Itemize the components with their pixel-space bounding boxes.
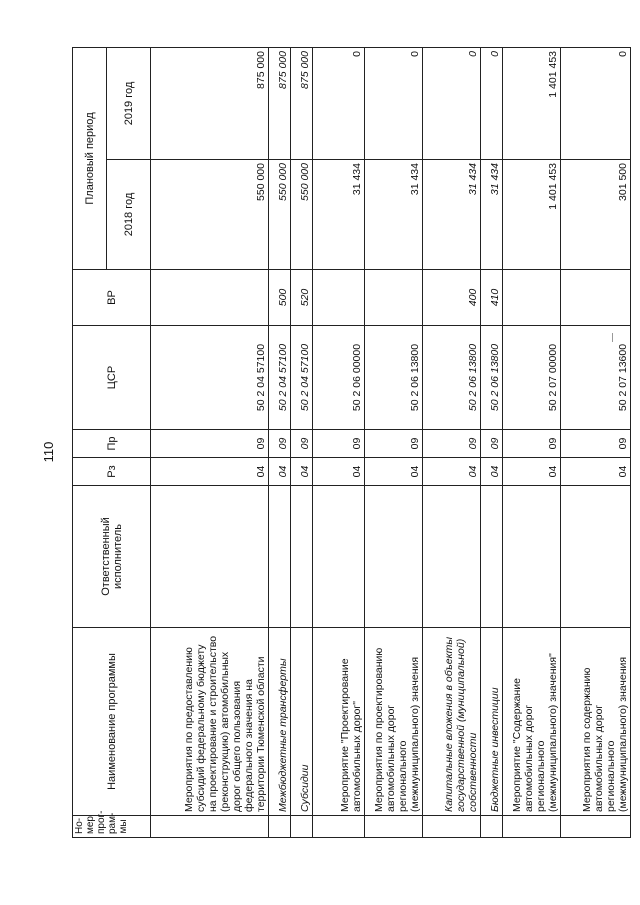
row-pr: 09 [423,430,481,458]
row-value-2019: 0 [365,48,423,160]
row-rz: 04 [313,458,365,486]
row-program-name: Мероприятие "Проектирование автомобильных дорог" [313,628,365,816]
row-value-2019: 0 [481,48,503,160]
row-value-2019: 0 [313,48,365,160]
row-program-number [365,816,423,838]
row-vr [151,270,269,326]
row-program-name: Мероприятия по содержанию автомобильных дорог регионального (межмуниципального) значения [561,628,631,816]
row-program-number [269,816,291,838]
row-rz: 04 [151,458,269,486]
row-rz: 04 [503,458,561,486]
table-row [365,48,423,838]
row-pr: 09 [481,430,503,458]
row-value-2018: 550 000 [151,160,269,270]
budget-table-container [72,48,629,838]
row-program-name: Мероприятие "Содержание автомобильных дорог регионального (межмуниципального) значения" [503,628,561,816]
header-vr: ВР [73,270,151,326]
row-vr: 500 [269,270,291,326]
page-number: 110 [41,441,56,463]
table-row [313,48,365,838]
row-pr: 09 [269,430,291,458]
row-value-2018: 31 434 [313,160,365,270]
row-rz: 04 [291,458,313,486]
table-row [151,48,269,838]
row-executor [423,486,481,628]
row-program-name: Бюджетные инвестиции [481,628,503,816]
row-value-2019: 875 000 [269,48,291,160]
row-value-2018: 1 401 453 [503,160,561,270]
row-pr: 09 [291,430,313,458]
row-program-number [503,816,561,838]
row-pr: 09 [503,430,561,458]
row-csr: 50 2 06 13800 [365,326,423,430]
table-row [423,48,481,838]
header-program-name: Наименование программы [73,628,151,816]
row-program-name: Субсидии [291,628,313,816]
row-csr: 50 2 07 00000 [503,326,561,430]
header-rz: Рз [73,458,151,486]
header-planned-period: Плановый период [73,48,107,270]
row-executor [151,486,269,628]
row-pr: 09 [365,430,423,458]
row-csr: 50 2 07 13600 [561,326,631,430]
row-rz: 04 [365,458,423,486]
row-value-2018: 550 000 [291,160,313,270]
row-program-number [291,816,313,838]
row-vr: 520 [291,270,313,326]
row-program-name: Мероприятия по предоставлению субсидий федеральному бюджету на проектирование и строительство (реконструкцию) автомобильных дорог общего пользования федерального значения на территории Тюменской области [151,628,269,816]
row-value-2018: 31 434 [481,160,503,270]
row-program-number [151,816,269,838]
row-pr: 09 [313,430,365,458]
row-value-2019: 875 000 [151,48,269,160]
table-row [561,48,631,838]
row-value-2019: 0 [561,48,631,160]
row-value-2018: 550 000 [269,160,291,270]
row-csr: 50 2 06 13800 [481,326,503,430]
row-vr [365,270,423,326]
row-executor [561,486,631,628]
header-year-2019: 2019 год [107,48,151,160]
row-program-name: Межбюджетные трансферты [269,628,291,816]
row-pr: 09 [151,430,269,458]
row-rz: 04 [269,458,291,486]
row-value-2018: 31 434 [423,160,481,270]
row-executor [313,486,365,628]
row-csr: 50 2 04 57100 [151,326,269,430]
row-vr: 410 [481,270,503,326]
header-csr: ЦСР [73,326,151,430]
row-program-number [313,816,365,838]
row-executor [269,486,291,628]
row-value-2019: 0 [423,48,481,160]
row-rz: 04 [423,458,481,486]
row-program-name: Мероприятия по проектированию автомобильных дорог регионального (межмуниципального) значения [365,628,423,816]
row-executor [291,486,313,628]
row-executor [503,486,561,628]
row-csr: 50 2 06 13800 [423,326,481,430]
row-rz: 04 [481,458,503,486]
row-executor [481,486,503,628]
table-row [269,48,291,838]
budget-table [72,47,631,838]
row-value-2019: 875 000 [291,48,313,160]
table-row [481,48,503,838]
row-executor [365,486,423,628]
row-program-number [561,816,631,838]
row-value-2018: 31 434 [365,160,423,270]
row-program-number [481,816,503,838]
row-vr [313,270,365,326]
row-vr: 400 [423,270,481,326]
row-vr [503,270,561,326]
table-row [291,48,313,838]
row-rz: 04 [561,458,631,486]
row-program-number [423,816,481,838]
header-program-number: Но-мер прог-рам-мы [73,816,151,838]
row-program-name: Капитальные вложения в объекты государственной (муниципальной) собственности [423,628,481,816]
row-value-2018: 301 500 [561,160,631,270]
header-pr: Пр [73,430,151,458]
header-year-2018: 2018 год [107,160,151,270]
row-csr: 50 2 06 00000 [313,326,365,430]
row-vr [561,270,631,326]
row-csr: 50 2 04 57100 [269,326,291,430]
row-csr: 50 2 04 57100 [291,326,313,430]
table-row [503,48,561,838]
row-pr: 09 [561,430,631,458]
row-value-2019: 1 401 453 [503,48,561,160]
table-body [151,48,631,838]
header-executor: Ответственный исполнитель [73,486,151,628]
